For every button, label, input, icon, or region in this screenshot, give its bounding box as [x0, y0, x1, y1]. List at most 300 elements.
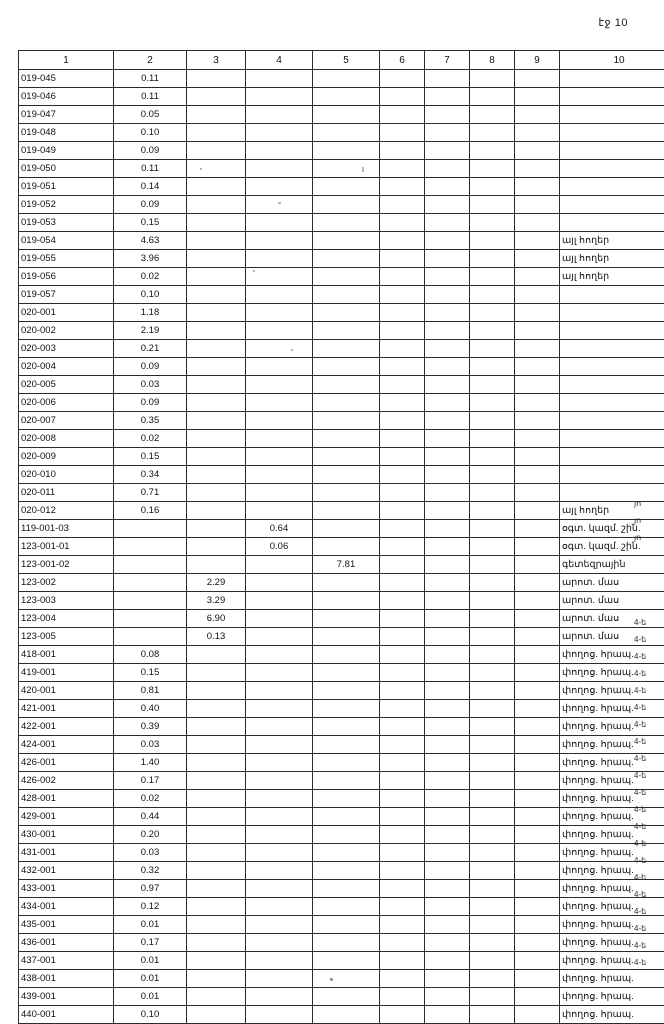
table-cell-col5 — [313, 232, 380, 250]
table-cell-col7 — [425, 88, 470, 106]
table-cell-col5 — [313, 898, 380, 916]
table-cell-col1: 019-053 — [19, 214, 114, 232]
table-cell-col2: 0.10 — [114, 124, 187, 142]
table-cell-col6 — [380, 646, 425, 664]
table-cell-col7 — [425, 1006, 470, 1024]
scan-speck — [362, 167, 364, 172]
table-cell-col6 — [380, 556, 425, 574]
column-header-2: 2 — [114, 51, 187, 70]
table-cell-col1: 440-001 — [19, 1006, 114, 1024]
table-cell-col4 — [246, 772, 313, 790]
table-cell-col5 — [313, 952, 380, 970]
table-cell-col6 — [380, 826, 425, 844]
margin-note: 4-ե — [634, 665, 662, 682]
table-cell-col10: փողոց. հրապ. — [560, 898, 664, 916]
table-cell-col7 — [425, 610, 470, 628]
table-row — [19, 178, 664, 196]
table-cell-col2: 0.08 — [114, 646, 187, 664]
table-row — [19, 592, 664, 610]
table-cell-col7 — [425, 142, 470, 160]
table-cell-col2: 0.03 — [114, 376, 187, 394]
table-cell-col10: փողոց. հրապ. — [560, 790, 664, 808]
margin-note: 4-ե — [634, 886, 662, 903]
table-cell-col4 — [246, 1006, 313, 1024]
table-cell-col9 — [515, 808, 560, 826]
table-row — [19, 160, 664, 178]
table-cell-col1: 436-001 — [19, 934, 114, 952]
table-cell-col10: փողոց. հրապ. — [560, 880, 664, 898]
table-cell-col5 — [313, 448, 380, 466]
table-cell-col5 — [313, 880, 380, 898]
margin-note: 4-ե — [634, 716, 662, 733]
table-cell-col9 — [515, 844, 560, 862]
table-cell-col7 — [425, 250, 470, 268]
table-cell-col4 — [246, 556, 313, 574]
table-cell-col3 — [187, 520, 246, 538]
margin-note — [634, 580, 662, 597]
table-cell-col7 — [425, 322, 470, 340]
table-cell-col4 — [246, 934, 313, 952]
table-cell-col6 — [380, 322, 425, 340]
table-row — [19, 502, 664, 520]
table-cell-col6 — [380, 88, 425, 106]
table-cell-col7 — [425, 196, 470, 214]
table-cell-col8 — [470, 574, 515, 592]
table-cell-col8 — [470, 250, 515, 268]
table-cell-col5 — [313, 916, 380, 934]
table-cell-col7 — [425, 556, 470, 574]
table-cell-col5 — [313, 664, 380, 682]
table-cell-col10: արոտ. մաս — [560, 574, 664, 592]
table-cell-col8 — [470, 322, 515, 340]
table-cell-col4 — [246, 664, 313, 682]
table-cell-col4 — [246, 376, 313, 394]
table-cell-col3 — [187, 790, 246, 808]
table-cell-col2: 0.44 — [114, 808, 187, 826]
table-row — [19, 466, 664, 484]
margin-note — [634, 87, 662, 104]
table-cell-col5 — [313, 268, 380, 286]
table-cell-col8 — [470, 196, 515, 214]
table-cell-col5 — [313, 844, 380, 862]
table-cell-col9 — [515, 898, 560, 916]
table-cell-col5 — [313, 250, 380, 268]
table-cell-col5 — [313, 682, 380, 700]
table-cell-col6 — [380, 628, 425, 646]
table-cell-col8 — [470, 358, 515, 376]
table-cell-col3 — [187, 340, 246, 358]
table-cell-col4: 0.64 — [246, 520, 313, 538]
table-cell-col10: օգտ. կազմ. շին. — [560, 520, 664, 538]
table-cell-col6 — [380, 808, 425, 826]
table-cell-col6 — [380, 160, 425, 178]
margin-note — [634, 223, 662, 240]
table-cell-col3 — [187, 844, 246, 862]
table-cell-col4 — [246, 736, 313, 754]
table-cell-col9 — [515, 682, 560, 700]
table-cell-col10: փողոց. հրապ. — [560, 952, 664, 970]
table-cell-col7 — [425, 394, 470, 412]
table-row — [19, 862, 664, 880]
table-cell-col7 — [425, 754, 470, 772]
table-row — [19, 124, 664, 142]
table-cell-col8 — [470, 304, 515, 322]
table-cell-col6 — [380, 196, 425, 214]
table-cell-col6 — [380, 862, 425, 880]
table-cell-col1: 421-001 — [19, 700, 114, 718]
table-cell-col10: փողոց. հրապ. — [560, 916, 664, 934]
table-cell-col1: 019-052 — [19, 196, 114, 214]
table-cell-col3 — [187, 394, 246, 412]
margin-note — [634, 206, 662, 223]
table-cell-col8 — [470, 466, 515, 484]
table-row — [19, 1006, 664, 1024]
table-row — [19, 988, 664, 1006]
table-cell-col2: 0.12 — [114, 898, 187, 916]
table-cell-col3 — [187, 304, 246, 322]
table-cell-col3: 0.13 — [187, 628, 246, 646]
table-cell-col4 — [246, 988, 313, 1006]
table-cell-col3 — [187, 178, 246, 196]
table-cell-col6 — [380, 376, 425, 394]
table-cell-col2: 0.21 — [114, 340, 187, 358]
table-cell-col10: փողոց. հրապ. — [560, 862, 664, 880]
table-cell-col6 — [380, 574, 425, 592]
table-cell-col2: 0.02 — [114, 430, 187, 448]
table-cell-col9 — [515, 448, 560, 466]
table-cell-col4 — [246, 88, 313, 106]
column-header-6: 6 — [380, 51, 425, 70]
table-cell-col1: 020-005 — [19, 376, 114, 394]
table-cell-col9 — [515, 916, 560, 934]
table-cell-col9 — [515, 214, 560, 232]
table-cell-col5 — [313, 160, 380, 178]
table-cell-col1: 019-055 — [19, 250, 114, 268]
table-cell-col8 — [470, 610, 515, 628]
table-cell-col7 — [425, 772, 470, 790]
margin-note — [634, 461, 662, 478]
margin-note: 4-ե — [634, 801, 662, 818]
table-cell-col9 — [515, 430, 560, 448]
table-cell-col10: փողոց. հրապ. — [560, 772, 664, 790]
table-cell-col5 — [313, 970, 380, 988]
table-cell-col6 — [380, 484, 425, 502]
table-cell-col8 — [470, 448, 515, 466]
table-row — [19, 304, 664, 322]
table-row — [19, 268, 664, 286]
table-cell-col8 — [470, 160, 515, 178]
table-cell-col6 — [380, 520, 425, 538]
margin-note: 4-ե — [634, 920, 662, 937]
table-cell-col3 — [187, 106, 246, 124]
table-cell-col6 — [380, 934, 425, 952]
table-cell-col3 — [187, 754, 246, 772]
table-cell-col10: փողոց. հրապ. — [560, 646, 664, 664]
table-row — [19, 376, 664, 394]
table-cell-col5 — [313, 106, 380, 124]
table-cell-col8 — [470, 754, 515, 772]
table-cell-col9 — [515, 340, 560, 358]
table-cell-col8 — [470, 934, 515, 952]
table-cell-col1: 426-001 — [19, 754, 114, 772]
table-cell-col5 — [313, 322, 380, 340]
table-cell-col1: 434-001 — [19, 898, 114, 916]
table-cell-col9 — [515, 196, 560, 214]
margin-note — [634, 546, 662, 563]
table-row — [19, 808, 664, 826]
table-cell-col3 — [187, 160, 246, 178]
table-cell-col10: արոտ. մաս — [560, 610, 664, 628]
table-cell-col9 — [515, 250, 560, 268]
table-cell-col8 — [470, 628, 515, 646]
table-cell-col5 — [313, 736, 380, 754]
margin-note — [634, 325, 662, 342]
table-cell-col9 — [515, 772, 560, 790]
table-cell-col1: 019-049 — [19, 142, 114, 160]
margin-note: 4-ե — [634, 818, 662, 835]
table-cell-col9 — [515, 718, 560, 736]
table-cell-col3 — [187, 862, 246, 880]
table-cell-col9 — [515, 268, 560, 286]
table-cell-col3 — [187, 970, 246, 988]
table-cell-col5 — [313, 520, 380, 538]
table-cell-col2: 0.02 — [114, 790, 187, 808]
table-cell-col5 — [313, 394, 380, 412]
column-header-7: 7 — [425, 51, 470, 70]
table-cell-col2 — [114, 556, 187, 574]
table-cell-col6 — [380, 664, 425, 682]
table-cell-col3 — [187, 286, 246, 304]
table-cell-col4 — [246, 214, 313, 232]
table-cell-col7 — [425, 124, 470, 142]
table-cell-col3 — [187, 142, 246, 160]
table-row — [19, 736, 664, 754]
table-cell-col9 — [515, 556, 560, 574]
table-cell-col8 — [470, 520, 515, 538]
table-row — [19, 232, 664, 250]
table-cell-col10: փողոց. հրապ. — [560, 664, 664, 682]
table-row — [19, 790, 664, 808]
table-cell-col9 — [515, 376, 560, 394]
table-cell-col10: գետեզրային — [560, 556, 664, 574]
table-cell-col3 — [187, 682, 246, 700]
table-cell-col2: 0.40 — [114, 700, 187, 718]
table-cell-col2: 4.63 — [114, 232, 187, 250]
table-cell-col7 — [425, 106, 470, 124]
table-cell-col8 — [470, 1006, 515, 1024]
table-cell-col1: 019-050 — [19, 160, 114, 178]
table-cell-col8 — [470, 340, 515, 358]
table-cell-col7 — [425, 970, 470, 988]
table-cell-col1: 020-010 — [19, 466, 114, 484]
table-cell-col3 — [187, 736, 246, 754]
table-cell-col6 — [380, 700, 425, 718]
table-row — [19, 394, 664, 412]
table-cell-col9 — [515, 988, 560, 1006]
table-cell-col4 — [246, 862, 313, 880]
table-cell-col8 — [470, 646, 515, 664]
column-header-3: 3 — [187, 51, 246, 70]
table-row — [19, 970, 664, 988]
table-cell-col7 — [425, 826, 470, 844]
table-cell-col5 — [313, 196, 380, 214]
table-cell-col6 — [380, 412, 425, 430]
margin-note — [634, 274, 662, 291]
table-row — [19, 520, 664, 538]
table-cell-col4 — [246, 358, 313, 376]
table-row — [19, 754, 664, 772]
table-cell-col9 — [515, 664, 560, 682]
table-cell-col7 — [425, 592, 470, 610]
table-cell-col10: փողոց. հրապ. — [560, 988, 664, 1006]
table-cell-col8 — [470, 142, 515, 160]
table-cell-col8 — [470, 538, 515, 556]
table-cell-col2: 0.14 — [114, 178, 187, 196]
table-cell-col5 — [313, 646, 380, 664]
table-cell-col1: 428-001 — [19, 790, 114, 808]
table-cell-col2: 0.09 — [114, 196, 187, 214]
table-cell-col2: 0.01 — [114, 916, 187, 934]
table-cell-col8 — [470, 880, 515, 898]
table-cell-col1: 432-001 — [19, 862, 114, 880]
margin-note: 4-ե — [634, 869, 662, 886]
table-cell-col5: 7.81 — [313, 556, 380, 574]
table-cell-col3 — [187, 358, 246, 376]
table-cell-col10: փողոց. հրապ. — [560, 736, 664, 754]
table-header — [19, 51, 664, 70]
table-cell-col2: 0.10 — [114, 1006, 187, 1024]
table-cell-col9 — [515, 826, 560, 844]
table-cell-col1: 020-002 — [19, 322, 114, 340]
table-cell-col9 — [515, 628, 560, 646]
table-cell-col1: 020-001 — [19, 304, 114, 322]
table-cell-col1: 020-011 — [19, 484, 114, 502]
table-cell-col3 — [187, 934, 246, 952]
table-cell-col6 — [380, 340, 425, 358]
page-number-label: էջ 10 — [598, 16, 628, 29]
table-row — [19, 574, 664, 592]
scan-speck — [291, 349, 293, 351]
table-cell-col7 — [425, 790, 470, 808]
table-cell-col2: 0.11 — [114, 160, 187, 178]
table-cell-col7 — [425, 304, 470, 322]
column-header-8: 8 — [470, 51, 515, 70]
table-cell-col9 — [515, 412, 560, 430]
table-row — [19, 538, 664, 556]
margin-note — [634, 104, 662, 121]
margin-note — [634, 376, 662, 393]
table-cell-col10: փողոց. հրապ. — [560, 844, 664, 862]
table-cell-col9 — [515, 70, 560, 88]
table-cell-col5 — [313, 772, 380, 790]
table-cell-col9 — [515, 160, 560, 178]
table-cell-col2 — [114, 610, 187, 628]
table-cell-col1: 424-001 — [19, 736, 114, 754]
table-cell-col3 — [187, 1006, 246, 1024]
table-cell-col8 — [470, 808, 515, 826]
table-cell-col8 — [470, 214, 515, 232]
table-cell-col5 — [313, 610, 380, 628]
margin-note: 4-ե — [634, 835, 662, 852]
table-cell-col9 — [515, 970, 560, 988]
table-cell-col3 — [187, 412, 246, 430]
table-row — [19, 286, 664, 304]
table-cell-col1: 020-008 — [19, 430, 114, 448]
table-cell-col6 — [380, 232, 425, 250]
table-cell-col5 — [313, 700, 380, 718]
table-cell-col6 — [380, 124, 425, 142]
table-row — [19, 880, 664, 898]
table-row — [19, 718, 664, 736]
table-cell-col3 — [187, 196, 246, 214]
table-cell-col5 — [313, 178, 380, 196]
table-cell-col1: 429-001 — [19, 808, 114, 826]
table-cell-col9 — [515, 934, 560, 952]
table-cell-col7 — [425, 952, 470, 970]
table-cell-col3 — [187, 988, 246, 1006]
margin-note: 4-ե — [634, 767, 662, 784]
table-cell-col9 — [515, 358, 560, 376]
table-cell-col10: արոտ. մաս — [560, 628, 664, 646]
table-row — [19, 448, 664, 466]
table-cell-col9 — [515, 88, 560, 106]
table-cell-col5 — [313, 466, 380, 484]
table-cell-col4 — [246, 970, 313, 988]
margin-note — [634, 308, 662, 325]
table-cell-col2: 0.15 — [114, 664, 187, 682]
table-cell-col5 — [313, 538, 380, 556]
table-cell-col3 — [187, 664, 246, 682]
table-cell-col1: 019-054 — [19, 232, 114, 250]
table-cell-col2: 0.09 — [114, 394, 187, 412]
table-cell-col9 — [515, 862, 560, 880]
table-cell-col1: 019-046 — [19, 88, 114, 106]
column-header-10: 10 — [560, 51, 664, 70]
table-cell-col2: 0.03 — [114, 844, 187, 862]
table-cell-col8 — [470, 790, 515, 808]
table-cell-col2 — [114, 520, 187, 538]
table-cell-col3 — [187, 268, 246, 286]
scan-speck — [330, 978, 333, 981]
margin-note: 4-ե — [634, 614, 662, 631]
table-cell-col4 — [246, 592, 313, 610]
table-cell-col4 — [246, 610, 313, 628]
table-cell-col10: այլ հողեր — [560, 232, 664, 250]
table-cell-col9 — [515, 232, 560, 250]
table-cell-col8 — [470, 70, 515, 88]
table-cell-col2: 3.96 — [114, 250, 187, 268]
table-cell-col10: փողոց. հրապ. — [560, 682, 664, 700]
table-cell-col6 — [380, 754, 425, 772]
table-cell-col4 — [246, 286, 313, 304]
table-cell-col1: 433-001 — [19, 880, 114, 898]
table-cell-col8 — [470, 88, 515, 106]
table-cell-col9 — [515, 502, 560, 520]
table-cell-col6 — [380, 682, 425, 700]
margin-note — [634, 172, 662, 189]
table-cell-col1: 020-009 — [19, 448, 114, 466]
margin-notes-column — [634, 70, 662, 971]
table-cell-col4 — [246, 304, 313, 322]
table-cell-col3 — [187, 808, 246, 826]
table-cell-col1: 123-002 — [19, 574, 114, 592]
table-cell-col1: 123-005 — [19, 628, 114, 646]
table-row — [19, 556, 664, 574]
table-cell-col4 — [246, 448, 313, 466]
table-cell-col1: 123-003 — [19, 592, 114, 610]
margin-note — [634, 291, 662, 308]
table-cell-col3 — [187, 214, 246, 232]
